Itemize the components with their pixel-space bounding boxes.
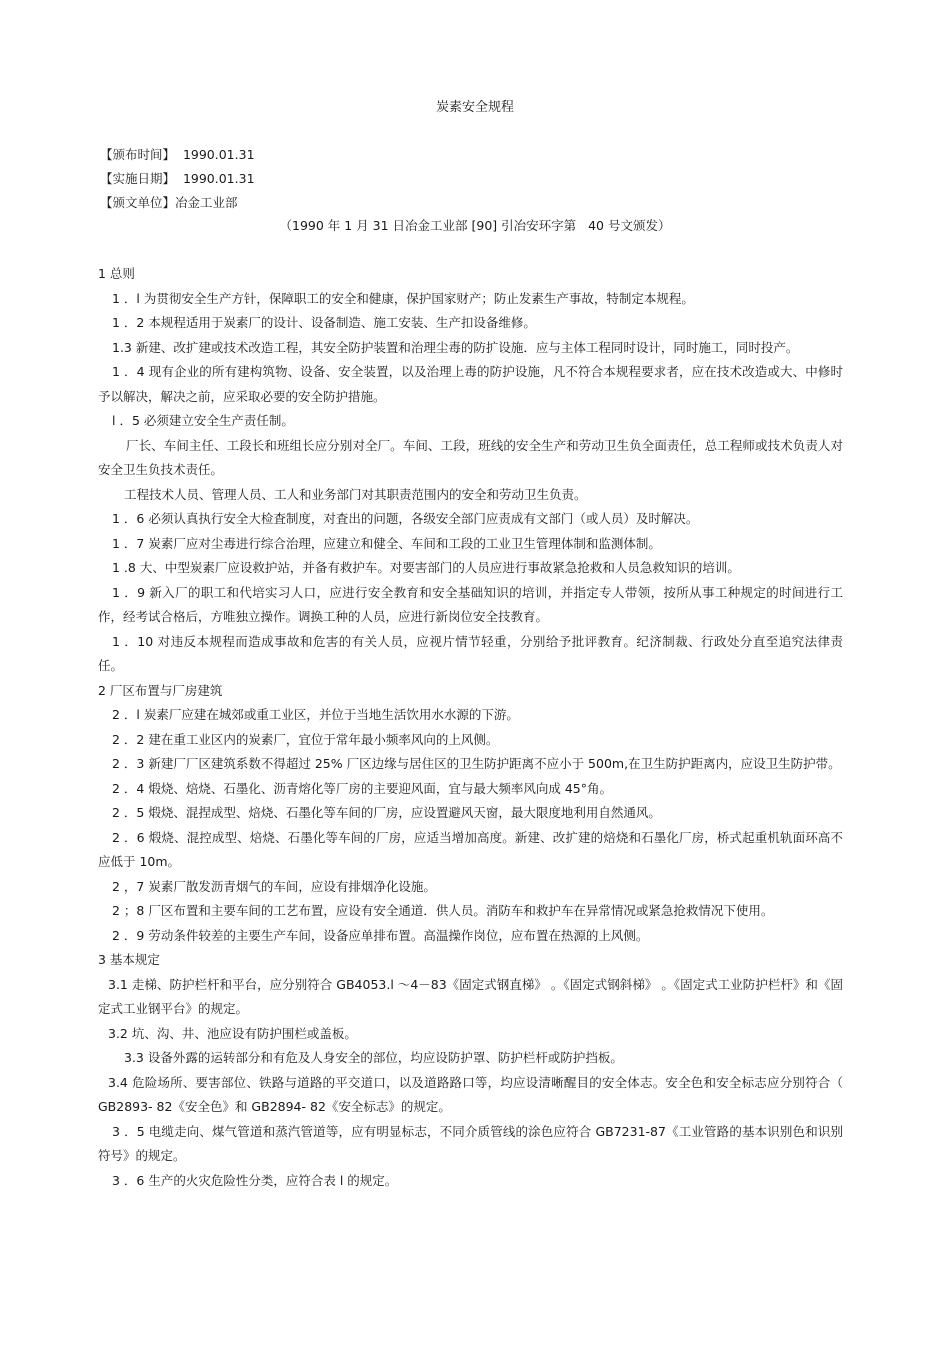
issuing-unit: 【颁文单位】冶金工业部 <box>100 195 238 210</box>
paragraph: 2 ，7 炭素厂散发沥青烟气的车间，应设有排烟净化设施。 <box>112 878 436 894</box>
paragraph: 3 ．5 电缆走向、煤气管道和蒸汽管道等，应有明显标志，不同介质管线的涂色应符合 GB7231-87《工业管路的基本识别色和识别符号》的规定。 <box>98 1123 843 1163</box>
document-title: 炭素安全规程 <box>435 100 514 115</box>
paragraph: 1 ．l 为贯彻安全生产方针，保障职工的安全和健康，保护国家财产；防止发素生产事故，特制定本规程。 <box>112 290 694 306</box>
paragraph: 3.2 坑、沟、井、池应设有防护围栏或盖板。 <box>108 1025 357 1041</box>
paragraph: l ．5 必须建立安全生产责任制。 <box>112 413 294 428</box>
paragraph: 2 ．l 炭素厂应建在城郊或重工业区，并位于当地生活饮用水水源的下游。 <box>112 707 519 722</box>
paragraph: 1 ．4 现有企业的所有建构筑物、设备、安全装置，以及治理上毒的防护设施，凡不符合本规程要求者，应在技术改造或大、中修时予以解决，解决之前，应采取必要的安全防护措施。 <box>98 364 843 404</box>
issue-date: 【颁布时间】 1990.01.31 <box>100 147 255 162</box>
effective-date: 【实施日期】 1990.01.31 <box>100 171 255 186</box>
paragraph: 3 ．6 生产的火灾危险性分类，应符合表 l 的规定。 <box>112 1172 398 1188</box>
paragraph: 1 ．9 新入厂的职工和代培实习人口，应进行安全教育和安全基础知识的培训，并指定专人带领，按所从事工种规定的时间进行工作，经考试合格后，方唯独立操作。调换工种的人员，应进行新岗位安全技教育。 <box>98 584 843 624</box>
paragraph: 2 ．2 建在重工业区内的炭素厂，宜位于常年最小频率风向的上风侧。 <box>112 731 499 747</box>
paragraph: 1 ．10 对违反本规程而造成事故和危害的有关人员，应视片情节轻重，分别给予批评教育。纪济制裁、行政处分直至追究法律责任。 <box>98 633 843 673</box>
issue-note: （1990 年 1 月 31 日冶金工业部 [90] 引冶安环字第 40 号文颁发） <box>279 218 671 233</box>
paragraph: 2 ．6 煅烧、混控成型、焙烧、石墨化等车间的厂房，应适当增加高度。新建、改扩建的焙烧和石墨化厂房，桥式起重机轨面环高不应低于 10m。 <box>98 829 843 869</box>
paragraph: 3.3 设备外露的运转部分和有危及人身安全的部位，均应设防护罩、防护栏杆或防护挡板。 <box>124 1050 623 1065</box>
paragraph: 1.3 新建、改扩建或技术改造工程，其安全防护装置和治理尘毒的防扩设施．应与主体工程同时设计，同时施工，同时投产。 <box>112 339 799 355</box>
paragraph: 1 ．6 必须认真执行安全大检査制度，对査出的问题，各级安全部门应责成有文部门（或人员）及时解决。 <box>112 511 699 526</box>
paragraph: 3.1 走梯、防护栏杆和平台，应分别符合 GB4053.l ～4－83《固定式钢直梯》 。《固定式钢斜梯》 。《固定式工业防护栏杆》和《固定式工业钢平台》的规定。 <box>98 976 843 1016</box>
paragraph: 2 ．4 煅烧、焙烧、石墨化、沥青熔化等厂房的主要迎风面，宜与最大频率风向成 45°角。 <box>112 780 612 796</box>
paragraph: 1 .8 大、中型炭素厂应设救护站，并备有救护车。对要害部门的人员应进行事故紧急抢救和人员急救知识的培训。 <box>112 560 740 575</box>
paragraph: 2 ．9 劳动条件较差的主要生产车间，设备应单排布置。高温操作岗位，应布置在热源的上风侧。 <box>112 927 649 943</box>
paragraph: 2 ．5 煅烧、混捏成型、焙烧、石墨化等车间的厂房，应设置避风天窗，最大限度地利用自然通风。 <box>112 805 661 820</box>
paragraph: 厂长、车间主任、工段长和班组长应分别对全厂。车间、工段，班线的安全生产和劳动卫生负全面责任，总工程师或技术负责人对安全卫生负技术责任。 <box>98 437 843 477</box>
section-heading: 3 基本规定 <box>98 952 160 967</box>
paragraph: 2 ；8 厂区布置和主要车间的工艺布置，应设有安全通道．供人员。消防车和救护车在异常情况或紧急抢救情况下使用。 <box>112 903 774 918</box>
document-body <box>98 262 843 1193</box>
paragraph: 3.4 危险场所、要害部位、铁路与道路的平交道口，以及道路路口等，均应设清晰醒目的安全体志。安全色和安全标志应分别符合（ GB2893- 82《安全色》和 GB2894- 82《安全标志》的规定。 <box>98 1074 843 1114</box>
paragraph: 1 ．2 本规程适用于炭素厂的设计、设备制造、施工安装、生产扣设备维修。 <box>112 315 536 330</box>
paragraph: 1 ．7 炭素厂应对尘毒进行综合治理，应建立和健全、车间和工段的工业卫生管理体制和监测体制。 <box>112 535 661 551</box>
section-heading: 1 总则 <box>98 266 135 281</box>
section-heading: 2 厂区布置与厂房建筑 <box>98 682 223 698</box>
paragraph: 工程技术人员、管理人员、工人和业务部门对其职责范围内的安全和劳动卫生负责。 <box>124 486 587 502</box>
paragraph: 2 ．3 新建厂厂区建筑系数不得超过 25% 厂区边缘与居住区的卫生防护距离不应小于 500m,在卫生防护距离内，应设卫生防护带。 <box>112 756 841 771</box>
